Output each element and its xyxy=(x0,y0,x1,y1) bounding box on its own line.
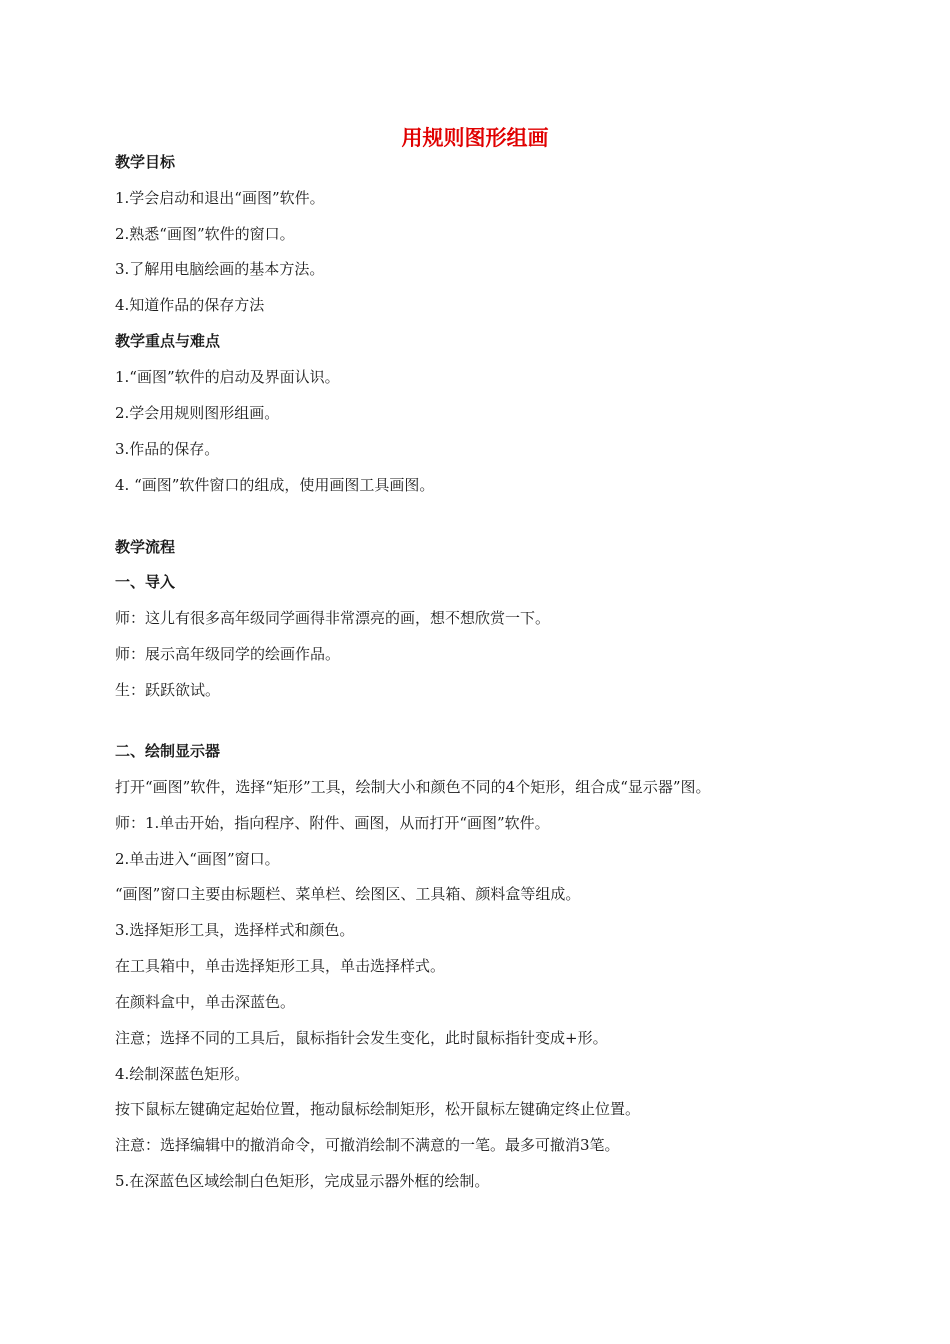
paragraph-line: 师：展示高年级同学的绘画作品。 xyxy=(115,645,341,663)
goal-item: 2.熟悉“画图”软件的窗口。 xyxy=(115,225,295,243)
paragraph-line: 师：这儿有很多高年级同学画得非常漂亮的画，想不想欣赏一下。 xyxy=(115,609,551,627)
paragraph-line: 按下鼠标左键确定起始位置，拖动鼠标绘制矩形，松开鼠标左键确定终止位置。 xyxy=(115,1100,641,1118)
process-heading: 教学流程 xyxy=(115,538,176,556)
paragraph-line: 2.单击进入“画图”窗口。 xyxy=(115,850,280,868)
paragraph-line: 5.在深蓝色区域绘制白色矩形，完成显示器外框的绘制。 xyxy=(115,1172,490,1190)
paragraph-line: 生：跃跃欲试。 xyxy=(115,681,221,699)
paragraph-line: 打开“画图”软件，选择“矩形”工具，绘制大小和颜色不同的4个矩形，组合成“显示器”图。 xyxy=(115,778,711,796)
paragraph-line: “画图”窗口主要由标题栏、菜单栏、绘图区、工具箱、颜料盒等组成。 xyxy=(115,885,581,903)
paragraph-line: 师：1.单击开始，指向程序、附件、画图，从而打开“画图”软件。 xyxy=(115,814,550,832)
key-point-item: 2.学会用规则图形组画。 xyxy=(115,404,280,422)
key-point-item: 4. “画图”软件窗口的组成，使用画图工具画图。 xyxy=(115,476,435,494)
goal-item: 3.了解用电脑绘画的基本方法。 xyxy=(115,260,325,278)
goal-item: 4.知道作品的保存方法 xyxy=(115,296,265,314)
paragraph-line: 4.绘制深蓝色矩形。 xyxy=(115,1065,250,1083)
goal-item: 1.学会启动和退出“画图”软件。 xyxy=(115,189,325,207)
section-heading: 一、导入 xyxy=(115,573,176,591)
paragraph-line: 在工具箱中，单击选择矩形工具，单击选择样式。 xyxy=(115,957,446,975)
key-point-item: 1.“画图”软件的启动及界面认识。 xyxy=(115,368,340,386)
paragraph-line: 注意；选择不同的工具后，鼠标指针会发生变化，此时鼠标指针变成+形。 xyxy=(115,1029,608,1047)
goals-heading: 教学目标 xyxy=(115,153,176,171)
paragraph-line: 注意：选择编辑中的撤消命令，可撤消绘制不满意的一笔。最多可撤消3笔。 xyxy=(115,1136,620,1154)
document-title: 用规则图形组画 xyxy=(401,126,549,150)
paragraph-line: 在颜料盒中，单击深蓝色。 xyxy=(115,993,296,1011)
paragraph-line: 3.选择矩形工具，选择样式和颜色。 xyxy=(115,921,355,939)
section-heading: 二、绘制显示器 xyxy=(115,742,221,760)
key-points-heading: 教学重点与难点 xyxy=(115,332,221,350)
key-point-item: 3.作品的保存。 xyxy=(115,440,220,458)
